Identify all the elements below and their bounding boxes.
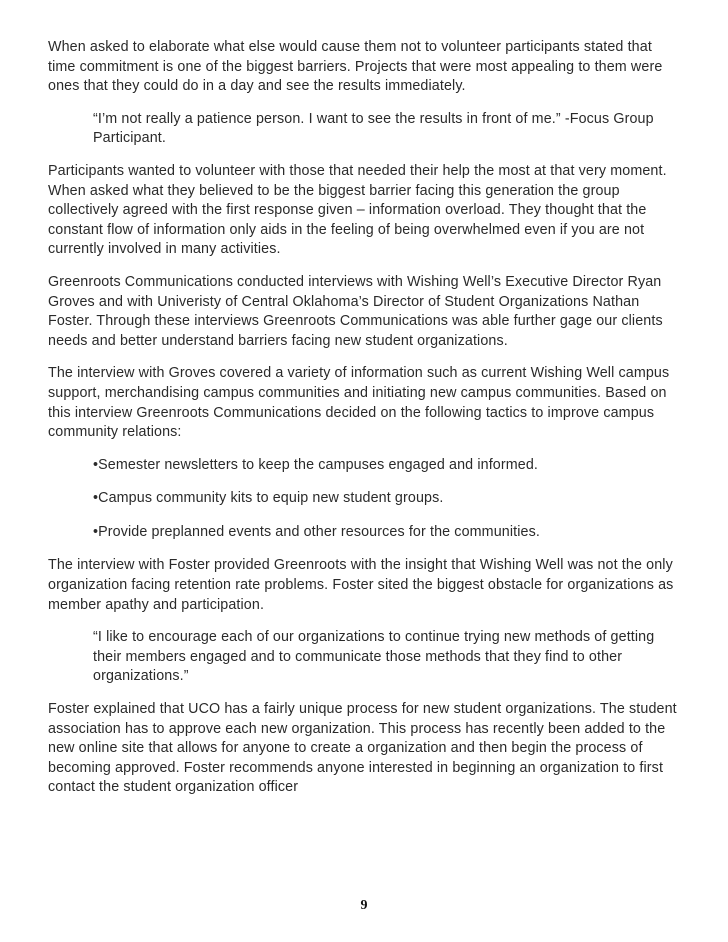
bullet-newsletters: •Semester newsletters to keep the campuses engaged and informed. bbox=[93, 456, 539, 473]
bullet-community-kits: •Campus community kits to equip new student groups. bbox=[93, 490, 444, 507]
page-number: 9 bbox=[360, 898, 368, 913]
paragraph-information-overload: Participants wanted to volunteer with those that needed their help the most at that very moment. When asked what they believed to be the biggest barrier facing this generation the group collectively agreed with the first response given – information overload. They thought that the constant flow of information only aids in the feeling of being overwhelmed even if you are not currently involved in many activities. bbox=[48, 162, 667, 258]
paragraph-time-commitment: When asked to elaborate what else would cause them not to volunteer participants stated that time commitment is one of the biggest barriers. Projects that were most appealing to them were ones that they could do in a day and see the results immediately. bbox=[48, 39, 663, 95]
paragraph-uco-process: Foster explained that UCO has a fairly unique process for new student organizations. The student association has to approve each new organization. This process has recently been added to the new online site that allows for anyone to create a organization and then begin the process of becoming approved. Foster recommends anyone interested in beginning an organization to first contact the student organization officer bbox=[48, 701, 677, 796]
document-body bbox=[48, 38, 680, 811]
paragraph-groves-interview: The interview with Groves covered a variety of information such as current Wishing Well campus support, merchandising campus communities and initiating new campus communities. Based on this interview Greenroots Communications decided on the following tactics to improve campus community relations: bbox=[48, 365, 670, 441]
quote-focus-group: “I’m not really a patience person. I want to see the results in front of me.” -Focus Group Participant. bbox=[93, 110, 654, 147]
bullet-preplanned-events: •Provide preplanned events and other resources for the communities. bbox=[93, 523, 540, 540]
paragraph-foster-interview: The interview with Foster provided Greenroots with the insight that Wishing Well was not the only organization facing retention rate problems. Foster sited the biggest obstacle for organizations as member apathy and participation. bbox=[48, 557, 674, 613]
paragraph-interviews: Greenroots Communications conducted interviews with Wishing Well’s Executive Director Ryan Groves and with Univeristy of Central Oklahoma’s Director of Student Organizations Nathan Foster. Through these interviews Greenroots Communications was able further gage our clients needs and better understand barriers facing new student organizations. bbox=[48, 273, 663, 349]
quote-foster: “I like to encourage each of our organizations to continue trying new methods of getting their members engaged and to communicate those methods that they find to other organizations.” bbox=[93, 629, 655, 685]
